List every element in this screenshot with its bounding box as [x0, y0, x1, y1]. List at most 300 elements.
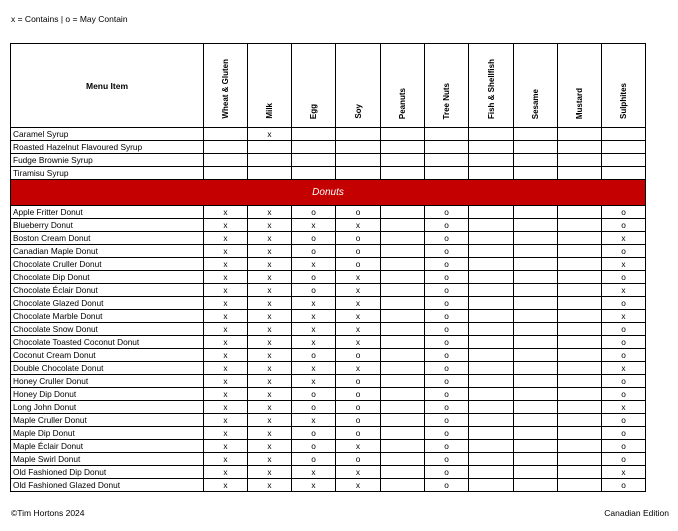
allergen-mark: o: [602, 323, 646, 336]
menu-item-name: Honey Cruller Donut: [11, 375, 204, 388]
allergen-mark: [381, 154, 425, 167]
allergen-mark: [336, 154, 381, 167]
table-row: [11, 245, 646, 258]
allergen-mark: [469, 154, 514, 167]
allergen-mark: [381, 323, 425, 336]
allergen-mark: [381, 297, 425, 310]
allergen-mark: [469, 401, 514, 414]
allergen-mark: x: [248, 128, 292, 141]
allergen-mark: [381, 271, 425, 284]
allergen-mark: x: [292, 414, 336, 427]
allergen-mark: [469, 206, 514, 219]
menu-item-name: Boston Cream Donut: [11, 232, 204, 245]
allergen-mark: o: [602, 297, 646, 310]
menu-item-name: Chocolate Dip Donut: [11, 271, 204, 284]
allergen-mark: [558, 284, 602, 297]
allergen-mark: o: [425, 310, 469, 323]
allergen-mark: [381, 414, 425, 427]
allergen-mark: [514, 362, 558, 375]
allergen-mark: [381, 232, 425, 245]
allergen-mark: [514, 388, 558, 401]
allergen-mark: o: [425, 466, 469, 479]
allergen-mark: [469, 453, 514, 466]
allergen-mark: [514, 349, 558, 362]
table-row: [11, 427, 646, 440]
section-header-row: [11, 180, 646, 206]
allergen-mark: o: [425, 297, 469, 310]
allergen-mark: [514, 258, 558, 271]
table-row: [11, 219, 646, 232]
menu-item-name: Chocolate Snow Donut: [11, 323, 204, 336]
allergen-mark: [514, 427, 558, 440]
allergen-mark: x: [248, 362, 292, 375]
allergen-mark: [558, 232, 602, 245]
table-row: [11, 401, 646, 414]
allergen-mark: [514, 401, 558, 414]
allergen-mark: x: [204, 219, 248, 232]
allergen-mark: x: [336, 336, 381, 349]
allergen-mark: [469, 141, 514, 154]
allergen-mark: [514, 323, 558, 336]
allergen-mark: o: [292, 388, 336, 401]
allergen-mark: o: [336, 232, 381, 245]
allergen-mark: x: [248, 440, 292, 453]
allergen-mark: x: [292, 336, 336, 349]
allergen-mark: x: [336, 219, 381, 232]
allergen-mark: x: [248, 453, 292, 466]
allergen-mark: o: [292, 440, 336, 453]
allergen-mark: [558, 310, 602, 323]
menu-item-name: Chocolate Éclair Donut: [11, 284, 204, 297]
allergen-mark: o: [602, 453, 646, 466]
menu-item-name: Tiramisu Syrup: [11, 167, 204, 180]
allergen-mark: [514, 336, 558, 349]
table-body: [11, 128, 646, 492]
allergen-mark: [469, 440, 514, 453]
allergen-mark: [558, 245, 602, 258]
allergen-mark: x: [248, 206, 292, 219]
allergen-mark: x: [336, 323, 381, 336]
table-row: [11, 414, 646, 427]
allergen-mark: [381, 206, 425, 219]
allergen-mark: o: [336, 388, 381, 401]
allergen-mark: [602, 128, 646, 141]
allergen-mark: [381, 310, 425, 323]
allergen-mark: [514, 453, 558, 466]
allergen-mark: o: [425, 388, 469, 401]
allergen-mark: [558, 206, 602, 219]
allergen-mark: o: [425, 427, 469, 440]
allergen-mark: [292, 167, 336, 180]
allergen-mark: [558, 453, 602, 466]
allergen-mark: o: [602, 375, 646, 388]
allergen-mark: o: [336, 245, 381, 258]
allergen-mark: o: [336, 427, 381, 440]
allergen-mark: [514, 479, 558, 492]
allergen-header-label: Egg: [309, 103, 318, 119]
allergen-header: [381, 44, 425, 128]
allergen-mark: [381, 284, 425, 297]
allergen-mark: o: [425, 219, 469, 232]
allergen-mark: o: [425, 479, 469, 492]
allergen-mark: x: [292, 479, 336, 492]
allergen-mark: [558, 466, 602, 479]
allergen-mark: [469, 232, 514, 245]
allergen-mark: x: [336, 440, 381, 453]
allergen-mark: o: [336, 453, 381, 466]
allergen-mark: x: [204, 375, 248, 388]
table-row: [11, 154, 646, 167]
allergen-mark: x: [204, 427, 248, 440]
allergen-mark: [469, 336, 514, 349]
allergen-mark: x: [248, 466, 292, 479]
allergen-mark: [381, 258, 425, 271]
allergen-mark: o: [602, 245, 646, 258]
allergen-mark: o: [602, 388, 646, 401]
allergen-mark: [381, 128, 425, 141]
allergen-mark: x: [292, 362, 336, 375]
allergen-mark: [469, 323, 514, 336]
allergen-mark: [425, 128, 469, 141]
allergen-mark: o: [336, 349, 381, 362]
allergen-mark: x: [204, 297, 248, 310]
allergen-mark: x: [336, 271, 381, 284]
allergen-mark: x: [248, 284, 292, 297]
allergen-mark: [204, 154, 248, 167]
allergen-mark: [602, 141, 646, 154]
allergen-mark: o: [336, 414, 381, 427]
allergen-mark: [381, 427, 425, 440]
menu-item-name: Blueberry Donut: [11, 219, 204, 232]
allergen-mark: [292, 154, 336, 167]
allergen-mark: x: [292, 219, 336, 232]
allergen-mark: [514, 414, 558, 427]
allergen-mark: x: [602, 232, 646, 245]
allergen-mark: [381, 349, 425, 362]
allergen-mark: x: [204, 479, 248, 492]
allergen-mark: [204, 141, 248, 154]
allergen-mark: [558, 414, 602, 427]
header-row: [11, 44, 646, 128]
allergen-mark: o: [602, 479, 646, 492]
allergen-header: [292, 44, 336, 128]
allergen-mark: o: [602, 219, 646, 232]
allergen-mark: [381, 167, 425, 180]
table-row: [11, 453, 646, 466]
allergen-mark: [558, 219, 602, 232]
menu-item-name: Roasted Hazelnut Flavoured Syrup: [11, 141, 204, 154]
section-title: Donuts: [11, 180, 646, 206]
allergen-table: [10, 43, 646, 492]
allergen-mark: x: [248, 349, 292, 362]
menu-item-name: Chocolate Cruller Donut: [11, 258, 204, 271]
allergen-mark: [469, 297, 514, 310]
allergen-mark: x: [248, 336, 292, 349]
allergen-mark: x: [204, 466, 248, 479]
allergen-mark: x: [204, 284, 248, 297]
allergen-mark: o: [425, 323, 469, 336]
allergen-mark: [558, 388, 602, 401]
allergen-mark: o: [602, 271, 646, 284]
allergen-mark: [469, 414, 514, 427]
allergen-mark: [381, 453, 425, 466]
table-row: [11, 128, 646, 141]
table-row: [11, 271, 646, 284]
allergen-mark: o: [425, 245, 469, 258]
menu-item-name: Old Fashioned Dip Donut: [11, 466, 204, 479]
allergen-mark: x: [204, 349, 248, 362]
allergen-mark: o: [602, 440, 646, 453]
allergen-mark: x: [248, 297, 292, 310]
allergen-mark: [469, 388, 514, 401]
allergen-mark: [381, 245, 425, 258]
allergen-header-label: Sulphites: [619, 82, 628, 119]
allergen-mark: x: [204, 453, 248, 466]
allergen-mark: o: [336, 206, 381, 219]
allergen-mark: [558, 427, 602, 440]
allergen-mark: [514, 232, 558, 245]
allergen-mark: [558, 362, 602, 375]
allergen-mark: o: [602, 206, 646, 219]
allergen-header: [602, 44, 646, 128]
allergen-mark: [558, 479, 602, 492]
allergen-mark: [381, 375, 425, 388]
allergen-mark: [381, 440, 425, 453]
menu-item-name: Fudge Brownie Syrup: [11, 154, 204, 167]
menu-item-name: Chocolate Toasted Coconut Donut: [11, 336, 204, 349]
allergen-mark: x: [602, 466, 646, 479]
allergen-mark: [514, 206, 558, 219]
allergen-mark: x: [336, 310, 381, 323]
allergen-mark: x: [248, 414, 292, 427]
allergen-header-label: Soy: [353, 104, 363, 119]
menu-item-name: Caramel Syrup: [11, 128, 204, 141]
allergen-mark: x: [248, 375, 292, 388]
allergen-mark: x: [248, 479, 292, 492]
allergen-mark: [469, 245, 514, 258]
allergen-header: [514, 44, 558, 128]
allergen-header: [336, 44, 381, 128]
allergen-mark: o: [425, 336, 469, 349]
allergen-mark: o: [425, 362, 469, 375]
allergen-mark: [381, 466, 425, 479]
menu-item-header: Menu Item: [11, 44, 204, 128]
allergen-mark: o: [425, 349, 469, 362]
allergen-mark: x: [248, 219, 292, 232]
allergen-mark: [558, 258, 602, 271]
allergen-mark: [469, 284, 514, 297]
allergen-mark: [514, 219, 558, 232]
allergen-mark: [469, 427, 514, 440]
allergen-mark: o: [425, 401, 469, 414]
allergen-mark: o: [336, 401, 381, 414]
allergen-mark: x: [602, 258, 646, 271]
allergen-header-label: Wheat & Gluten: [221, 59, 230, 119]
menu-item-name: Maple Dip Donut: [11, 427, 204, 440]
allergen-mark: [602, 154, 646, 167]
table-row: [11, 323, 646, 336]
allergen-mark: [514, 297, 558, 310]
allergen-mark: x: [248, 258, 292, 271]
allergen-mark: [469, 128, 514, 141]
allergen-mark: x: [204, 440, 248, 453]
allergen-mark: [381, 401, 425, 414]
allergen-mark: [204, 167, 248, 180]
allergen-mark: o: [336, 258, 381, 271]
allergen-mark: o: [425, 453, 469, 466]
allergen-mark: x: [602, 310, 646, 323]
table-row: [11, 336, 646, 349]
allergen-header-label: Sesame: [531, 88, 540, 119]
allergen-mark: o: [425, 440, 469, 453]
allergen-mark: [469, 362, 514, 375]
allergen-mark: o: [602, 336, 646, 349]
allergen-mark: x: [248, 271, 292, 284]
allergen-mark: [514, 141, 558, 154]
allergen-header: [425, 44, 469, 128]
allergen-mark: [381, 388, 425, 401]
allergen-mark: [292, 141, 336, 154]
allergen-mark: x: [248, 323, 292, 336]
allergen-mark: x: [292, 297, 336, 310]
allergen-mark: [425, 141, 469, 154]
table-row: [11, 297, 646, 310]
allergen-mark: x: [248, 310, 292, 323]
allergen-mark: x: [248, 401, 292, 414]
table-row: [11, 466, 646, 479]
allergen-mark: [558, 154, 602, 167]
allergen-mark: x: [336, 479, 381, 492]
allergen-mark: [558, 440, 602, 453]
table-row: [11, 375, 646, 388]
allergen-mark: [514, 310, 558, 323]
table-row: [11, 258, 646, 271]
allergen-mark: x: [336, 297, 381, 310]
menu-item-name: Apple Fritter Donut: [11, 206, 204, 219]
allergen-mark: [381, 219, 425, 232]
allergen-mark: x: [204, 414, 248, 427]
allergen-mark: [558, 128, 602, 141]
allergen-mark: [558, 401, 602, 414]
footer-edition: Canadian Edition: [604, 508, 669, 518]
allergen-mark: [514, 128, 558, 141]
legend-text: x = Contains | o = May Contain: [11, 14, 128, 24]
allergen-mark: o: [602, 414, 646, 427]
menu-item-name: Honey Dip Donut: [11, 388, 204, 401]
allergen-mark: [248, 154, 292, 167]
allergen-mark: [381, 362, 425, 375]
allergen-mark: o: [425, 206, 469, 219]
allergen-mark: x: [248, 245, 292, 258]
allergen-mark: [469, 310, 514, 323]
allergen-mark: [336, 167, 381, 180]
menu-item-name: Double Chocolate Donut: [11, 362, 204, 375]
allergen-mark: [558, 336, 602, 349]
allergen-mark: x: [248, 388, 292, 401]
menu-item-name: Coconut Cream Donut: [11, 349, 204, 362]
allergen-header-label: Milk: [265, 103, 274, 119]
menu-item-name: Maple Cruller Donut: [11, 414, 204, 427]
allergen-mark: x: [292, 323, 336, 336]
allergen-mark: [514, 167, 558, 180]
menu-item-name: Chocolate Marble Donut: [11, 310, 204, 323]
allergen-mark: [558, 323, 602, 336]
allergen-mark: [558, 271, 602, 284]
allergen-mark: [558, 167, 602, 180]
allergen-mark: [469, 466, 514, 479]
allergen-mark: [469, 271, 514, 284]
table-row: [11, 362, 646, 375]
table-row: [11, 284, 646, 297]
allergen-mark: [248, 167, 292, 180]
table-row: [11, 440, 646, 453]
allergen-mark: x: [336, 284, 381, 297]
allergen-header: [204, 44, 248, 128]
allergen-mark: o: [292, 284, 336, 297]
allergen-mark: [292, 128, 336, 141]
menu-item-name: Chocolate Glazed Donut: [11, 297, 204, 310]
allergen-mark: [469, 375, 514, 388]
allergen-mark: o: [292, 427, 336, 440]
allergen-mark: [336, 128, 381, 141]
allergen-mark: x: [204, 258, 248, 271]
table-row: [11, 349, 646, 362]
allergen-mark: o: [292, 453, 336, 466]
allergen-mark: x: [336, 466, 381, 479]
allergen-mark: [514, 440, 558, 453]
allergen-mark: o: [425, 414, 469, 427]
allergen-mark: [381, 141, 425, 154]
allergen-mark: [514, 271, 558, 284]
allergen-mark: x: [336, 362, 381, 375]
table-row: [11, 141, 646, 154]
allergen-mark: o: [292, 232, 336, 245]
allergen-mark: [425, 154, 469, 167]
allergen-mark: o: [292, 206, 336, 219]
allergen-mark: [381, 336, 425, 349]
allergen-mark: o: [292, 401, 336, 414]
allergen-mark: [425, 167, 469, 180]
allergen-mark: o: [602, 349, 646, 362]
allergen-mark: [514, 245, 558, 258]
allergen-mark: x: [204, 245, 248, 258]
table-row: [11, 232, 646, 245]
table-row: [11, 479, 646, 492]
allergen-mark: [469, 167, 514, 180]
allergen-header-label: Tree Nuts: [442, 82, 451, 119]
allergen-header: [558, 44, 602, 128]
menu-item-name: Maple Swirl Donut: [11, 453, 204, 466]
allergen-mark: x: [204, 323, 248, 336]
allergen-mark: x: [602, 284, 646, 297]
allergen-mark: [514, 466, 558, 479]
allergen-mark: [469, 219, 514, 232]
allergen-mark: o: [336, 375, 381, 388]
table-row: [11, 206, 646, 219]
allergen-mark: [602, 167, 646, 180]
menu-item-name: Long John Donut: [11, 401, 204, 414]
table-row: [11, 310, 646, 323]
allergen-mark: o: [425, 284, 469, 297]
allergen-mark: o: [425, 271, 469, 284]
allergen-header-label: Peanuts: [398, 87, 407, 119]
allergen-mark: x: [292, 310, 336, 323]
allergen-mark: x: [204, 362, 248, 375]
allergen-mark: [558, 349, 602, 362]
allergen-mark: x: [248, 232, 292, 245]
allergen-mark: x: [204, 206, 248, 219]
allergen-header: [469, 44, 514, 128]
